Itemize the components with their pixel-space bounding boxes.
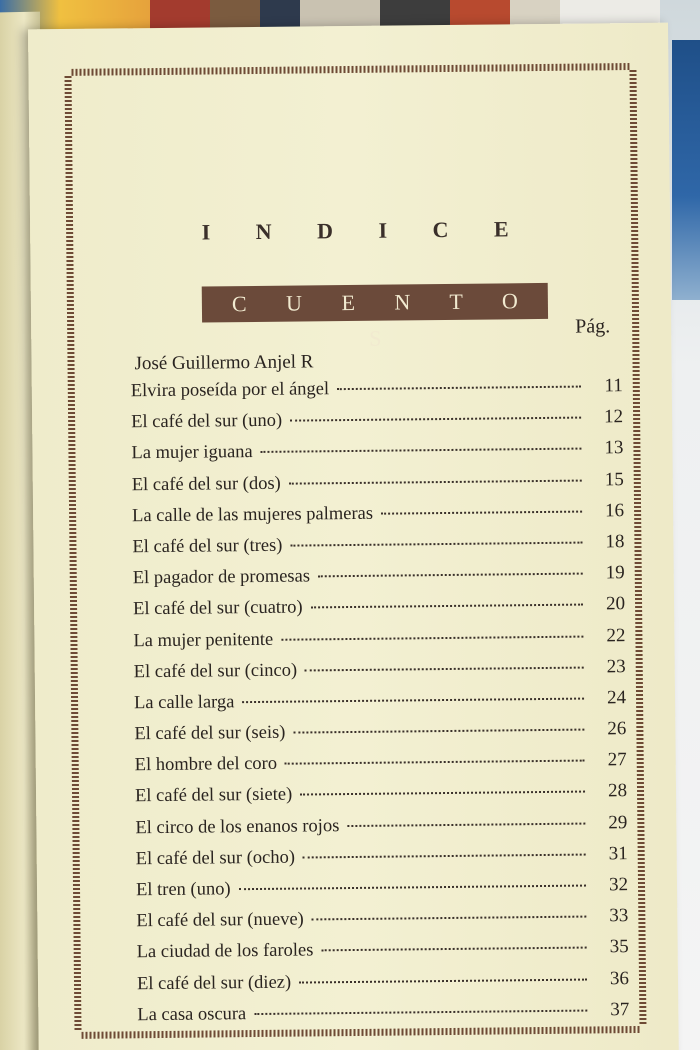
toc-entry [133,625,625,661]
toc-entry-title: La calle de las mujeres palmeras [132,503,374,527]
toc-entry-page: 15 [604,468,624,490]
toc-entry-title: El tren (uno) [135,879,231,901]
table-of-contents [131,375,630,1035]
toc-entry-page: 28 [607,780,628,802]
toc-entry-title: El café del sur (cuatro) [132,597,303,620]
toc-entry-page: 33 [609,905,629,927]
toc-entry [136,843,628,879]
toc-leader-dots [337,386,581,391]
toc-entry-title: La mujer iguana [131,442,253,464]
toc-entry [137,968,629,1004]
toc-entry-title: El hombre del coro [134,754,278,776]
toc-leader-dots [261,448,582,453]
book-page [28,23,679,1050]
toc-leader-dots [289,479,582,484]
toc-leader-dots [242,697,584,703]
toc-entry-page: 29 [608,811,628,833]
toc-entry-page: 22 [606,624,626,646]
toc-entry [137,936,629,972]
toc-entry-title: La casa oscura [137,1003,247,1026]
toc-entry-page: 32 [608,874,629,896]
toc-leader-dots [285,760,585,765]
toc-entry-page: 26 [607,718,627,740]
toc-entry-page: 23 [606,655,626,678]
toc-entry [132,531,624,567]
toc-leader-dots [239,885,586,891]
toc-entry-page: 31 [608,842,628,865]
author-name: José Guillermo Anjel R [134,351,314,375]
toc-leader-dots [299,978,587,983]
toc-entry-title: El café del sur (diez) [136,972,292,994]
toc-entry [132,500,624,536]
toc-entry-page: 13 [604,437,624,459]
toc-entry-page: 16 [604,499,625,522]
toc-entry [132,469,624,505]
toc-entry-page: 18 [605,531,625,553]
toc-entry-title: Elvira poseída por el ángel [130,379,330,402]
toc-leader-dots [318,573,583,578]
toc-entry-title: El café del sur (dos) [131,473,281,495]
toc-entry-title: El circo de los enanos rojos [135,815,340,838]
toc-leader-dots [293,729,584,734]
toc-entry-title: El café del sur (seis) [134,722,286,745]
toc-entry [137,999,629,1035]
toc-entry-page: 35 [609,936,629,958]
toc-entry-page: 12 [603,406,624,428]
toc-entry-page: 11 [604,375,623,397]
toc-entry-title: La mujer penitente [133,629,274,651]
toc-entry [133,593,625,629]
toc-entry [135,749,627,785]
toc-entry [134,656,626,692]
toc-entry-page: 27 [607,749,627,771]
toc-entry [134,687,626,723]
page-column-label: Pág. [575,315,611,338]
toc-leader-dots [347,822,585,826]
toc-entry-title: El café del sur (cinco) [133,660,298,682]
toc-entry [131,406,623,442]
toc-entry-title: El café del sur (nueve) [136,909,304,932]
toc-entry-title: La calle larga [133,692,235,714]
index-content [72,70,640,1032]
toc-entry [135,781,627,817]
toc-entry-title: La ciudad de los faroles [136,940,314,963]
toc-entry-title: El café del sur (siete) [134,785,293,807]
toc-entry [133,562,625,598]
toc-leader-dots [290,542,582,547]
toc-entry-title: El café del sur (uno) [131,410,283,433]
toc-entry [131,375,623,411]
toc-leader-dots [254,1009,587,1014]
index-heading: I N D I C E [201,216,529,245]
ornamental-frame [64,63,646,1039]
toc-leader-dots [311,604,584,609]
toc-leader-dots [290,417,581,422]
toc-leader-dots [381,510,582,514]
toc-entry [136,905,628,941]
toc-leader-dots [300,791,585,796]
toc-leader-dots [303,853,586,858]
toc-entry-title: El café del sur (tres) [132,535,283,558]
section-banner-label: C U E N T O S [231,288,535,351]
toc-entry-page: 24 [606,687,627,709]
toc-entry-page: 36 [609,967,630,989]
toc-entry-page: 20 [605,593,626,615]
toc-entry-page: 19 [605,562,625,584]
toc-entry [136,874,628,910]
toc-entry [135,812,627,848]
toc-entry [134,718,626,754]
section-banner [202,283,548,351]
toc-entry-page: 37 [610,998,630,1021]
toc-leader-dots [305,666,584,671]
toc-entry [131,438,623,474]
toc-leader-dots [312,916,587,921]
toc-entry-title: El pagador de promesas [132,566,311,589]
toc-entry-title: El café del sur (ocho) [135,847,296,870]
toc-leader-dots [321,947,586,952]
toc-leader-dots [281,635,583,640]
